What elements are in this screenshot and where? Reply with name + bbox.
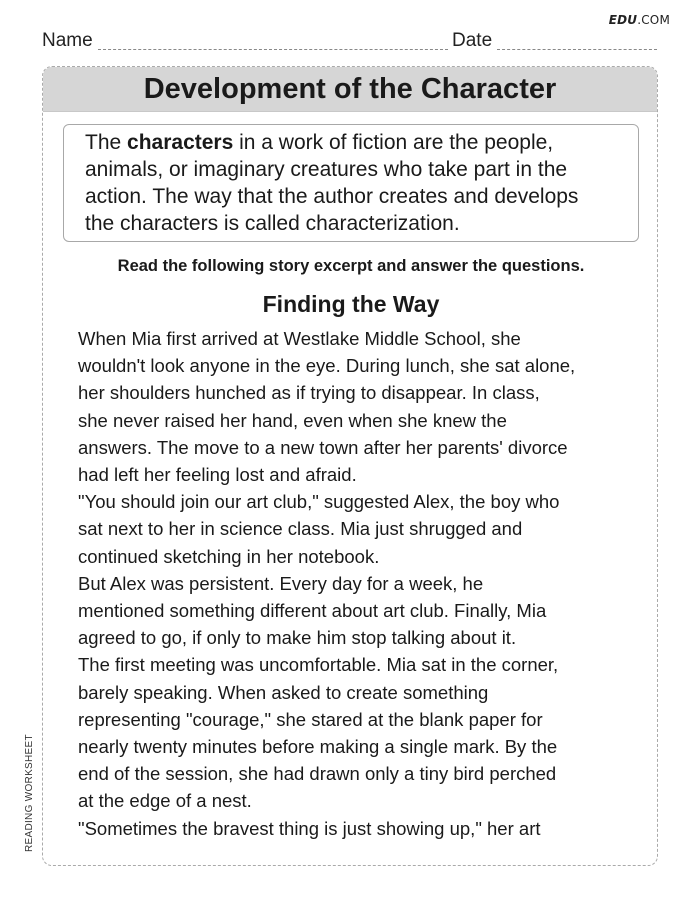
story-line: mentioned something different about art club. Finally, Mia xyxy=(78,600,547,622)
name-line xyxy=(98,49,448,50)
story-line: her shoulders hunched as if trying to disappear. In class, xyxy=(78,382,540,404)
story-line: "You should join our art club," suggested Alex, the boy who xyxy=(78,491,560,513)
definition-line: animals, or imaginary creatures who take part in the xyxy=(85,158,568,181)
story-line: barely speaking. When asked to create something xyxy=(78,681,489,703)
side-label: READING WORKSHEET xyxy=(24,734,35,852)
brand-logo xyxy=(609,13,670,27)
date-label: Date xyxy=(452,30,493,51)
story-line: end of the session, she had drawn only a tiny bird perched xyxy=(78,763,557,785)
story-line: continued sketching in her notebook. xyxy=(78,545,380,567)
story-line: agreed to go, if only to make him stop talking about it. xyxy=(78,627,517,649)
story-line: The first meeting was uncomfortable. Mia sat in the corner, xyxy=(78,654,559,676)
story-line: wouldn't look anyone in the eye. During lunch, she sat alone, xyxy=(78,355,576,377)
story-line: at the edge of a nest. xyxy=(78,790,252,812)
story-text xyxy=(78,325,638,842)
title-bar xyxy=(43,67,657,112)
worksheet-title: Development of the Character xyxy=(143,72,557,105)
instruction-text: Read the following story excerpt and answer the questions. xyxy=(117,257,585,275)
story-line: When Mia first arrived at Westlake Middle School, she xyxy=(78,328,521,349)
story-line: "Sometimes the bravest thing is just showing up," her art xyxy=(78,817,541,839)
brand-logo-bold: EDU xyxy=(608,13,638,27)
story-line: representing "courage," she stared at the blank paper for xyxy=(78,708,543,730)
definition-box xyxy=(63,124,639,242)
story-line: she never raised her hand, even when she knew the xyxy=(78,409,507,431)
definition-line1-rest: in a work of fiction are the people, xyxy=(233,131,554,154)
story-title: Finding the Way xyxy=(262,291,440,317)
story-line: answers. The move to a new town after her parents' divorce xyxy=(78,436,568,458)
date-line xyxy=(497,49,657,50)
definition-line: action. The way that the author creates and develops xyxy=(85,185,579,208)
definition-term: characters xyxy=(127,131,234,154)
definition-line: the characters is called characterization. xyxy=(85,212,460,235)
story-line: sat next to her in science class. Mia just shrugged and xyxy=(78,518,523,540)
name-label: Name xyxy=(42,30,93,51)
brand-logo-rest: .COM xyxy=(637,13,670,27)
worksheet-frame xyxy=(42,66,658,866)
name-date-row xyxy=(42,30,660,54)
story-line: But Alex was persistent. Every day for a week, he xyxy=(78,572,484,594)
story-line: had left her feeling lost and afraid. xyxy=(78,464,357,486)
definition-pre: The xyxy=(85,131,128,154)
story-line: nearly twenty minutes before making a single mark. By the xyxy=(78,736,558,758)
